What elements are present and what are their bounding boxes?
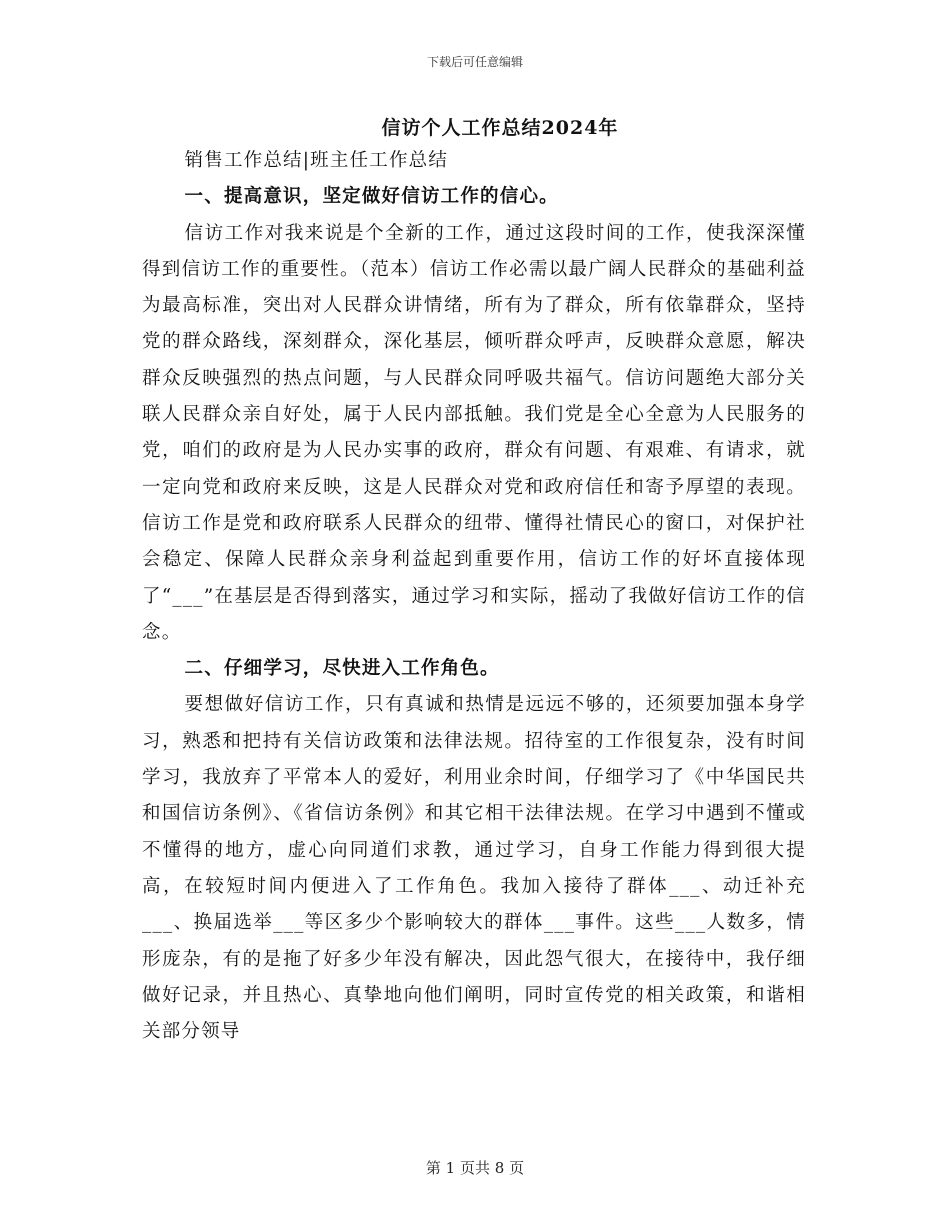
section-paragraph-2: 要想做好信访工作，只有真诚和热情是远远不够的，还须要加强本身学习，熟悉和把持有关信访政策和法律法规。招待室的工作很复杂，没有时间学习，我放弃了平常本人的爱好，利用业余时间，仔细学习了《中华国民共和国信访条例》、《省信访条例》和其它相干法律法规。在学习中遇到不懂或不懂得的地方，虚心向同道们求教，通过学习，自身工作能力得到很大提高，在较短时间内便进入了工作角色。我加入接待了群体___、动迁补充___、换届选举___等区多少个影响较大的群体___事件。这些___人数多，情形庞杂，有的是拖了好多少年没有解决，因此怨气很大，在接待中，我仔细做好记录，并且热心、真挚地向他们阐明，同时宣传党的相关政策，和谐相关部分领导	[142, 694, 806, 1043]
document-body	[142, 143, 806, 1050]
page-number-footer: 第 1 页共 8 页	[425, 1159, 525, 1177]
section-paragraph-1: 信访工作对我来说是个全新的工作，通过这段时间的工作，使我深深懂得到信访工作的重要性。（范本）信访工作必需以最广阔人民群众的基础利益为最高标准，突出对人民群众讲情绪，所有为了群众，所有依靠群众，坚持党的群众路线，深刻群众，深化基层，倾听群众呼声，反映群众意愿，解决群众反映强烈的热点问题，与人民群众同呼吸共福气。信访问题绝大部分关联人民群众亲自好处，属于人民内部抵触。我们党是全心全意为人民服务的党，咱们的政府是为人民办实事的政府，群众有问题、有艰难、有请求，就一定向党和政府来反映，这是人民群众对党和政府信任和寄予厚望的表现。信访工作是党和政府联系人民群众的纽带、懂得社情民心的窗口，对保护社会稳定、保障人民群众亲身利益起到重要作用，信访工作的好坏直接体现了“___”在基层是否得到落实，通过学习和实际，摇动了我做好信访工作的信念。	[142, 222, 806, 643]
section-heading-1: 一、提高意识，坚定做好信访工作的信心。	[184, 186, 559, 208]
section-heading-2: 二、仔细学习，尽快进入工作角色。	[184, 658, 500, 680]
document-subtitle: 销售工作总结|班主任工作总结	[184, 150, 449, 171]
document-title: 信访个人工作总结2024年	[381, 117, 619, 139]
page-header-note: 下载后可任意编辑	[426, 55, 523, 69]
